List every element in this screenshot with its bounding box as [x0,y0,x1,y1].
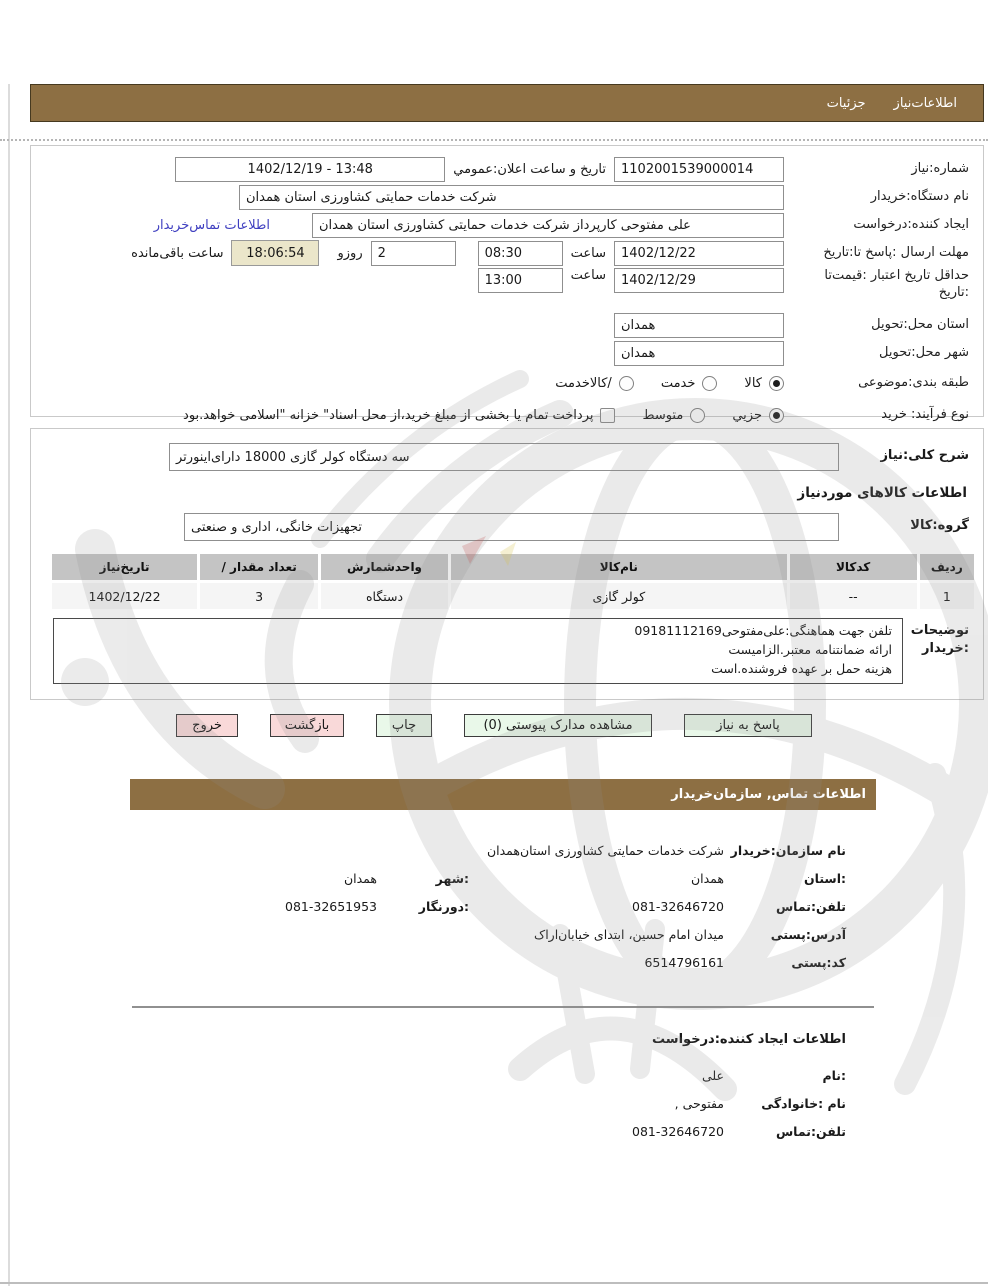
minor-purchase-radio[interactable] [769,408,784,423]
org-city-label: :شهر [435,870,469,886]
classification-label: طبقه بندی:موضوعی [858,374,969,390]
row-goods-group [45,513,969,541]
respond-to-need-button[interactable]: پاسخ به نیاز [684,714,812,737]
treasury-payment-label: پرداخت تمام یا بخشی از مبلغ خرید،از محل اسناد" خزانه "اسلامی خواهد.بود [183,407,594,423]
price-validity-time-field[interactable]: 13:00 [478,268,563,293]
org-province-value: همدان [690,870,724,886]
radio-group-medium [642,408,705,423]
goods-service-radio-label: /کالاخدمت [555,375,612,391]
cell-row-number: 1 [920,583,974,609]
buyer-note-line: تلفن جهت هماهنگی:علی‌مفتوحی09181112169 [634,623,892,638]
tab-bar [30,84,984,122]
treasury-payment-group [183,408,615,423]
radio-group-goods [744,376,784,391]
goods-group-field[interactable]: تجهیزات خانگی، اداری و صنعتی [184,513,839,541]
buyer-notes-label [903,618,969,657]
service-radio-label: خدمت [660,375,696,391]
buyer-org-label: نام دستگاه:خریدار [870,188,969,204]
org-phone-value: 081-32646720 [632,898,724,914]
org-province-label: :استان [803,870,846,886]
section-divider [132,1006,874,1008]
announce-datetime-label: تاریخ و ساعت اعلان:عمومي [453,161,606,177]
minor-purchase-radio-label: جزيي [732,407,762,423]
back-button[interactable]: بازگشت [270,714,344,737]
treasury-payment-checkbox[interactable] [600,408,615,423]
row-buyer-org [45,184,969,210]
reply-deadline-date-field[interactable]: 1402/12/22 [614,241,784,266]
row-org-name [130,836,846,864]
medium-purchase-radio-label: متوسط [642,407,684,423]
request-creator-field[interactable]: علی مفتوحی کارپرداز شرکت خدمات حمایتی کشاورزی استان همدان [312,213,784,238]
org-contact-header-title: اطلاعات تماس, سازمان‌خریدار [671,787,866,802]
buyer-note-line: هزینه حمل بر عهده فروشنده.است [711,660,892,676]
org-contact-rows [130,810,876,976]
row-process-type [45,400,969,430]
row-delivery-city [45,340,969,366]
need-summary-label: شرح کلی:نیاز [880,448,969,463]
creator-phone-value: 081-32646720 [632,1123,724,1139]
row-classification [45,368,969,398]
org-name-value: شرکت خدمات حمایتی کشاورزی استان‌همدان [486,842,724,858]
days-label: روزو [337,245,363,261]
need-number-label: شماره:نیاز [911,160,969,176]
items-table-header-row [52,554,974,580]
buyer-notes-label-line2: :خریدار [922,640,969,656]
col-need-date: تاریخ‌نیاز [52,554,197,580]
cell-unit: دستگاه [321,583,448,609]
reply-deadline-label: مهلت ارسال :پاسخ تا:تاریخ [823,244,969,260]
price-validity-label [784,268,969,302]
creator-phone-label: تلفن:تماس [775,1123,846,1139]
row-creator-phone [130,1117,846,1145]
row-need-summary [45,443,969,471]
buyer-notes-field[interactable] [53,618,903,684]
col-item-code: کدکالا [790,554,917,580]
tab-details[interactable]: جزئیات [826,95,866,111]
price-validity-label-line2: :تاریخ [938,284,969,300]
remaining-hours-label: ساعت باقی‌مانده [131,245,224,261]
row-postal-address [130,920,846,948]
countdown-timer: 18:06:54 [231,240,319,266]
org-city-value: همدان [343,870,377,886]
service-radio[interactable] [702,376,717,391]
org-postal-label: کد:پستی [791,954,846,970]
price-validity-date-field[interactable]: 1402/12/29 [614,268,784,293]
creator-name-value: علی [701,1067,724,1083]
goods-radio-label: کالا [744,375,762,391]
request-creator-heading: اطلاعات ایجاد کننده:درخواست [652,1032,846,1047]
org-contact-header-bar [130,779,876,810]
print-button[interactable]: چاپ [376,714,432,737]
table-row[interactable] [52,583,974,609]
delivery-province-field[interactable]: همدان [614,313,784,338]
reply-deadline-time-field[interactable]: 08:30 [478,241,563,266]
action-button-row [0,714,988,737]
exit-button[interactable]: خروج [176,714,238,737]
row-price-validity [45,268,969,310]
validity-hour-label: ساعت [570,268,606,283]
col-item-name: نام‌کالا [451,554,787,580]
page [0,84,988,1145]
delivery-city-field[interactable]: همدان [614,341,784,366]
row-postal-code [130,948,846,976]
items-section-heading: اطلاعات کالاهای موردنیاز [797,485,967,501]
row-province-city [130,864,846,892]
row-delivery-province [45,312,969,338]
buyer-contact-link[interactable]: اطلاعات تماس‌خریدار [153,217,270,233]
remaining-days-field[interactable]: 2 [371,241,456,266]
creator-name-label: :نام [822,1067,846,1083]
request-creator-label: ایجاد کننده:درخواست [853,216,969,232]
org-contact-section [130,779,876,1145]
announce-datetime-field[interactable]: 1402/12/19 - 13:48 [175,157,445,182]
need-items-panel [30,428,984,700]
row-buyer-notes [45,618,969,684]
need-summary-field[interactable]: سه دستگاه کولر گازی 18000 دارای‌اینورتر [169,443,839,471]
buyer-notes-label-line1: توضیحات [910,623,969,638]
need-general-panel [30,145,984,423]
creator-family-value: مفتوحی , [674,1095,724,1111]
bottom-divider [0,1282,988,1284]
buyer-note-line: ارائه ضمانتنامه معتبر.الزامیست [728,641,892,657]
request-creator-rows [130,1047,876,1145]
radio-group-goods-service [555,376,634,391]
buyer-org-field[interactable]: شرکت خدمات حمایتی کشاورزی استان همدان [239,185,784,210]
col-row-number: ردیف [920,554,974,580]
medium-purchase-radio[interactable] [690,408,705,423]
cell-quantity: 3 [200,583,318,609]
org-postal-value: 6514796161 [644,954,724,970]
deadline-hour-label: ساعت [570,245,606,261]
col-quantity: تعداد مقدار / [200,554,318,580]
radio-group-service [661,376,718,391]
row-request-creator [45,212,969,238]
org-address-label: آدرس:پستی [770,926,846,942]
cell-need-date: 1402/12/22 [52,583,197,609]
tab-need-info[interactable]: اطلاعات‌نیاز [893,95,957,111]
price-validity-label-line1: حداقل تاریخ اعتبار :قیمت‌تا [824,268,969,283]
org-fax-value: 081-32651953 [285,898,377,914]
row-reply-deadline [45,240,969,266]
org-address-value: میدان امام حسین، ابتدای خیابان‌اراک [534,926,724,942]
row-creator-family [130,1089,846,1117]
delivery-city-label: شهر محل:تحویل [879,344,969,360]
row-need-number [45,156,969,182]
process-type-label: نوع فرآیند: خرید [881,406,969,422]
creator-family-label: نام :خانوادگی [761,1095,846,1111]
goods-group-label: گروه:کالا [910,518,969,533]
delivery-province-label: استان محل:تحویل [871,316,969,332]
view-attachments-button[interactable]: مشاهده مدارک پیوستی (0) [464,714,652,737]
cell-item-name: کولر گازی [451,583,787,609]
org-name-label: نام سازمان:خریدار [730,842,846,858]
row-phone-fax [130,892,846,920]
org-fax-label: :دورنگار [418,898,469,914]
need-number-field[interactable]: 1102001539000014 [614,157,784,182]
goods-radio[interactable] [769,376,784,391]
radio-group-minor [732,408,784,423]
cell-item-code: -- [790,583,917,609]
items-table [49,551,977,612]
row-creator-name [130,1061,846,1089]
col-unit: واحدشمارش [321,554,448,580]
goods-service-radio[interactable] [619,376,634,391]
org-phone-label: تلفن:تماس [775,898,846,914]
